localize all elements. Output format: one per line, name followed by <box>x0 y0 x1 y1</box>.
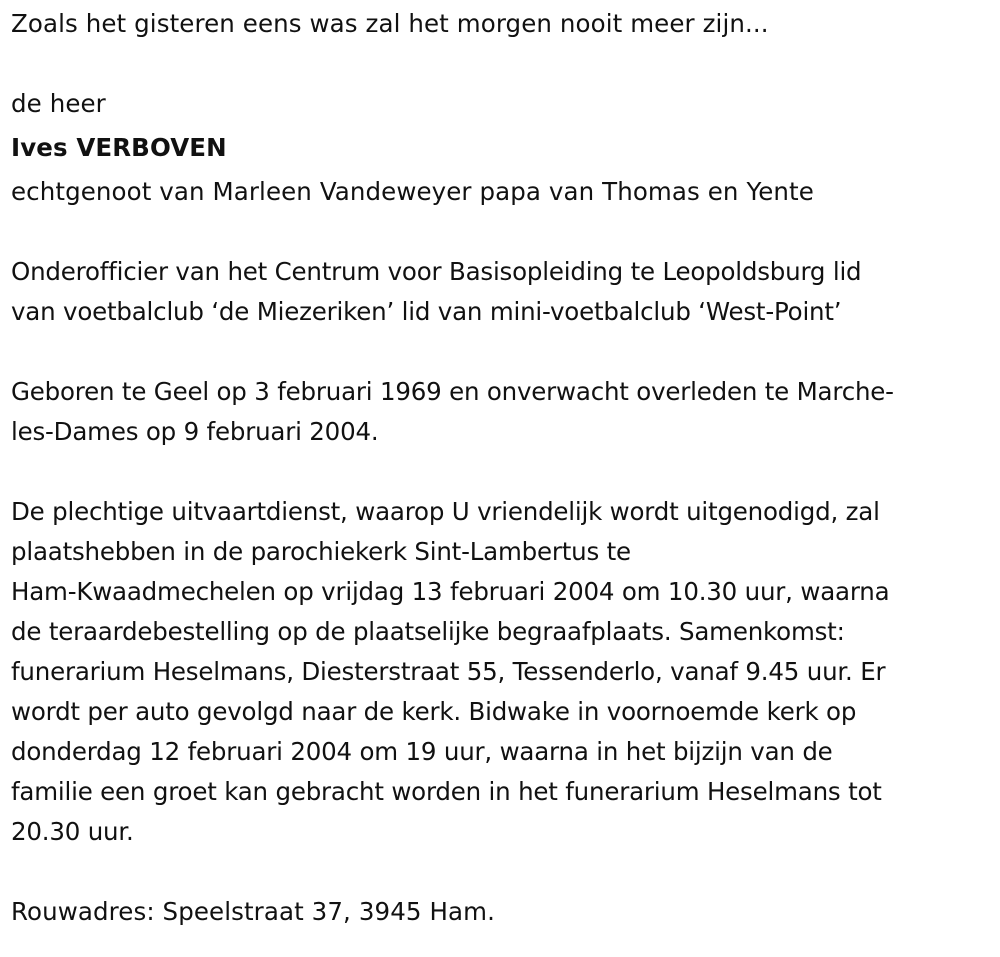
obituary-notice <box>11 0 996 932</box>
spacer <box>11 452 996 492</box>
service-line: De plechtige uitvaartdienst, waarop U vriendelijk wordt uitgenodigd, zal <box>11 497 880 526</box>
service-line: 20.30 uur. <box>11 817 134 846</box>
spacer <box>11 332 996 372</box>
service-line: wordt per auto gevolgd naar de kerk. Bidwake in voornoemde kerk op <box>11 697 857 726</box>
service-line: donderdag 12 februari 2004 om 19 uur, waarna in het bijzijn van de <box>11 737 833 766</box>
salutation: de heer <box>11 89 106 118</box>
motto: Zoals het gisteren eens was zal het morgen nooit meer zijn... <box>11 9 769 38</box>
mourning-address: Rouwadres: Speelstraat 37, 3945 Ham. <box>11 897 495 926</box>
family-relations: echtgenoot van Marleen Vandeweyer papa van Thomas en Yente <box>11 177 814 206</box>
spacer <box>11 212 996 252</box>
service-line: funerarium Heselmans, Diesterstraat 55, Tessenderlo, vanaf 9.45 uur. Er <box>11 657 886 686</box>
service-line: plaatshebben in de parochiekerk Sint-Lambertus te <box>11 537 631 566</box>
affiliation-line: van voetbalclub ‘de Miezeriken’ lid van mini-voetbalclub ‘West-Point’ <box>11 297 842 326</box>
affiliation-line: Onderofficier van het Centrum voor Basisopleiding te Leopoldsburg lid <box>11 257 862 286</box>
birth-death-line: les-Dames op 9 februari 2004. <box>11 417 379 446</box>
spacer <box>11 852 996 892</box>
deceased-name: Ives VERBOVEN <box>11 133 227 162</box>
service-line: familie een groet kan gebracht worden in het funerarium Heselmans tot <box>11 777 882 806</box>
birth-death-line: Geboren te Geel op 3 februari 1969 en onverwacht overleden te Marche- <box>11 377 894 406</box>
service-line: de teraardebestelling op de plaatselijke begraafplaats. Samenkomst: <box>11 617 845 646</box>
service-line: Ham-Kwaadmechelen op vrijdag 13 februari 2004 om 10.30 uur, waarna <box>11 577 890 606</box>
spacer <box>11 44 996 84</box>
